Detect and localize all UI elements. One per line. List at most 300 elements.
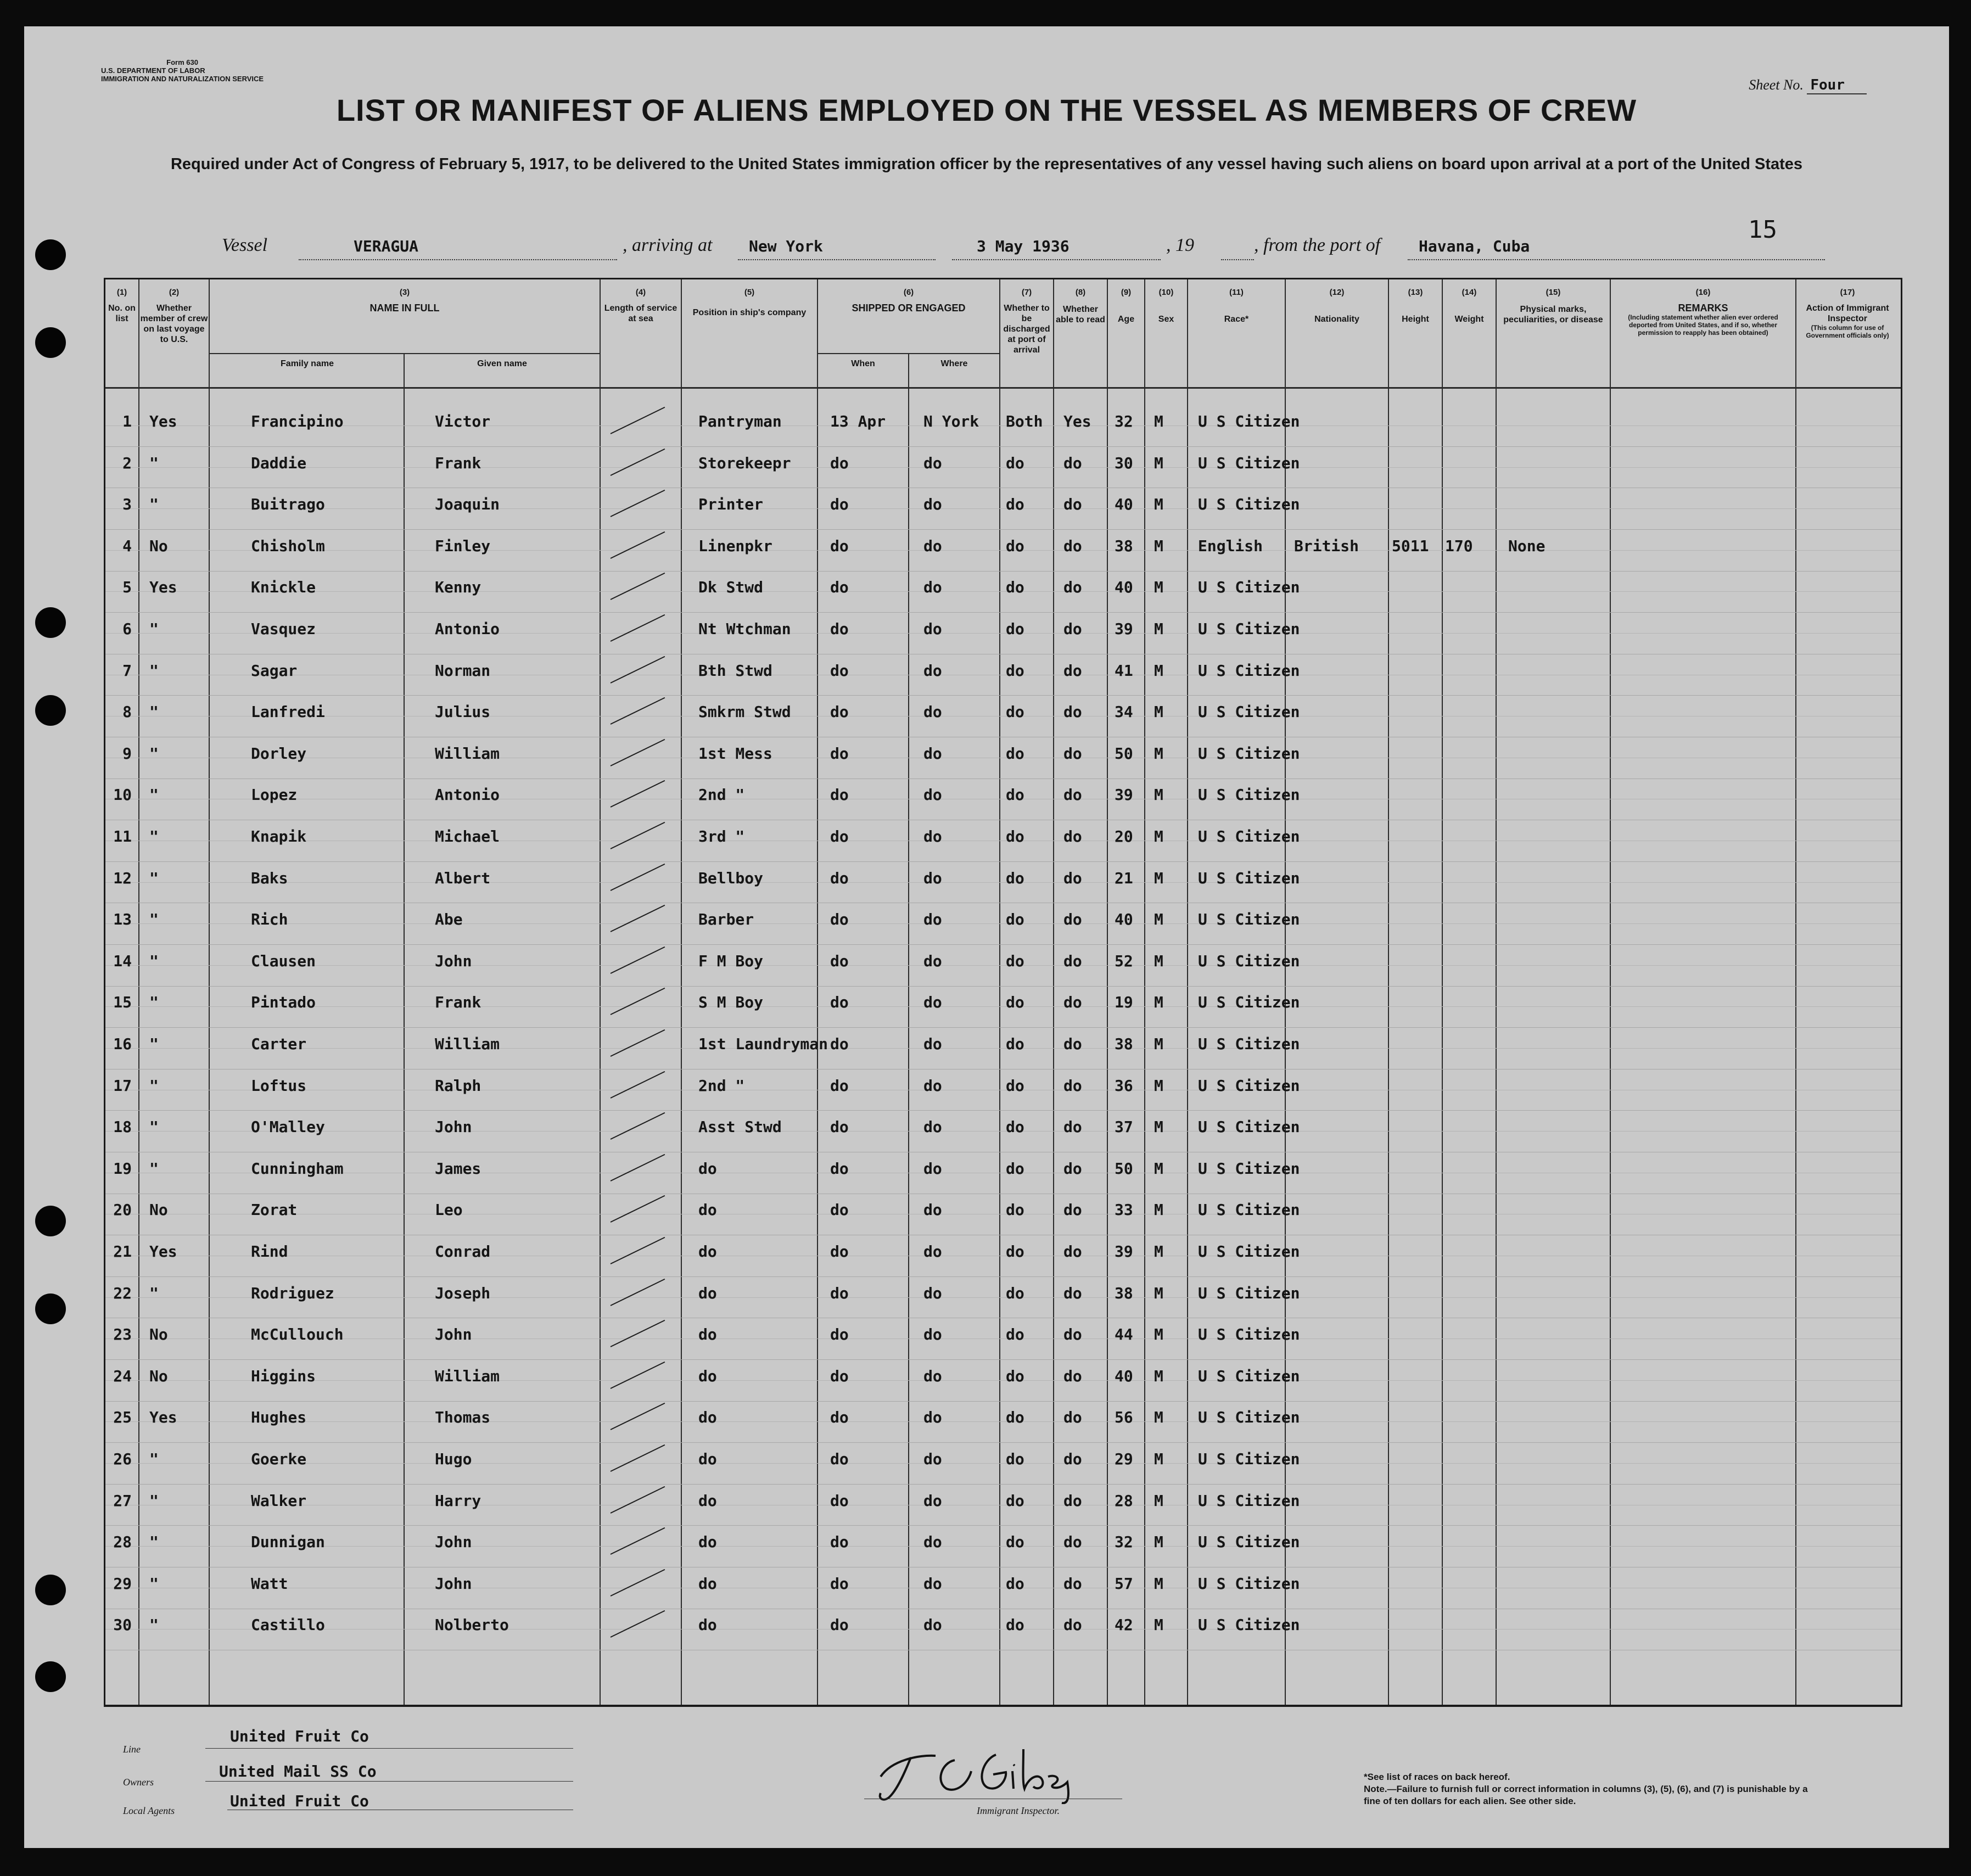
cell-sex: M: [1154, 412, 1163, 430]
service-length-mark: [611, 1071, 665, 1098]
cell-discharged: do: [1006, 1076, 1024, 1095]
cell-shipped-when: do: [830, 1159, 849, 1178]
binder-hole: [35, 695, 66, 726]
cell-able-to-read: do: [1063, 1076, 1082, 1095]
document-title: LIST OR MANIFEST OF ALIENS EMPLOYED ON THE VESSEL AS MEMBERS OF CREW: [336, 93, 1637, 127]
col-header-no: (1) No. on list: [108, 288, 136, 323]
cell-able-to-read: Yes: [1063, 412, 1091, 430]
col-header-name: (3) NAME IN FULL: [369, 288, 440, 313]
cell-discharged: do: [1006, 661, 1024, 680]
cell-position: Nt Wtchman: [698, 620, 791, 638]
service-length-mark: [611, 1403, 665, 1430]
cell-shipped-where: do: [923, 1533, 942, 1552]
cell-sex: M: [1154, 536, 1163, 555]
service-length-mark: [611, 490, 665, 517]
cell-family-name: Daddie: [251, 453, 307, 472]
cell-discharged: do: [1006, 453, 1024, 472]
cell-shipped-when: do: [830, 1408, 849, 1427]
cell-sex: M: [1154, 1367, 1163, 1385]
cell-family-name: Lopez: [251, 786, 298, 804]
agents-label: Local Agents: [123, 1805, 175, 1816]
cell-prev-voyage: ": [149, 1076, 159, 1095]
form-identifier: [101, 58, 264, 83]
cell-sex: M: [1154, 1574, 1163, 1593]
cell-given-name: William: [435, 744, 500, 763]
form-department: U.S. DEPARTMENT OF LABOR: [101, 66, 205, 75]
cell-discharged: do: [1006, 1159, 1024, 1178]
cell-sex: M: [1154, 1242, 1163, 1261]
cell-position: do: [698, 1450, 717, 1468]
cell-race: U S Citizen: [1198, 869, 1300, 887]
cell-age: 50: [1115, 1159, 1133, 1178]
cell-position: Bellboy: [698, 869, 764, 887]
cell-position: do: [698, 1574, 717, 1593]
service-length-mark: [611, 1486, 665, 1513]
cell-able-to-read: do: [1063, 827, 1082, 845]
cell-shipped-when: 13 Apr: [830, 412, 886, 430]
line-label: Line: [123, 1744, 141, 1755]
cell-given-name: John: [435, 1325, 472, 1344]
cell-family-name: Rodriguez: [251, 1284, 334, 1302]
cell-able-to-read: do: [1063, 1118, 1082, 1136]
cell-age: 40: [1115, 578, 1133, 597]
cell-prev-voyage: ": [149, 1284, 159, 1302]
sheet-number: [1749, 77, 1867, 93]
cell-position: do: [698, 1408, 717, 1427]
cell-position: do: [698, 1491, 717, 1510]
voyage-line: [222, 235, 1784, 262]
cell-given-name: William: [435, 1367, 500, 1385]
service-length-mark: [611, 1154, 665, 1181]
cell-row-number: 26: [113, 1450, 132, 1468]
cell-race: English: [1198, 536, 1263, 555]
cell-family-name: Sagar: [251, 661, 298, 680]
cell-given-name: Hugo: [435, 1450, 472, 1468]
cell-physical-marks: None: [1508, 536, 1546, 555]
cell-discharged: do: [1006, 1533, 1024, 1552]
cell-position: Dk Stwd: [698, 578, 764, 597]
cell-able-to-read: do: [1063, 1201, 1082, 1219]
cell-family-name: Dorley: [251, 744, 307, 763]
cell-able-to-read: do: [1063, 1159, 1082, 1178]
cell-position: 2nd ": [698, 1076, 745, 1095]
cell-race: U S Citizen: [1198, 951, 1300, 970]
cell-race: U S Citizen: [1198, 703, 1300, 721]
cell-position: do: [698, 1201, 717, 1219]
cell-shipped-where: do: [923, 1450, 942, 1468]
cell-sex: M: [1154, 910, 1163, 929]
col-header-service-length: (4) Length of service at sea: [604, 288, 677, 323]
cell-discharged: do: [1006, 1408, 1024, 1427]
line-company: United Fruit Co: [230, 1727, 369, 1745]
col-header-prev-voyage: (2) Whether member of crew on last voyage to U.S.: [140, 288, 208, 344]
cell-prev-voyage: ": [149, 1118, 159, 1136]
cell-position: Linenpkr: [698, 536, 772, 555]
cell-family-name: Knickle: [251, 578, 316, 597]
cell-given-name: Frank: [435, 993, 481, 1012]
cell-able-to-read: do: [1063, 620, 1082, 638]
cell-able-to-read: do: [1063, 1035, 1082, 1053]
col-header-remarks: (16) REMARKS (Including statement whether alien ever ordered deported from United States, and if so, whether permission to reapply has been obtained): [1628, 288, 1778, 337]
cell-row-number: 23: [113, 1325, 132, 1344]
cell-shipped-when: do: [830, 1284, 849, 1302]
cell-row-number: 25: [113, 1408, 132, 1427]
cell-family-name: Chisholm: [251, 536, 325, 555]
cell-prev-voyage: ": [149, 869, 159, 887]
cell-row-number: 29: [113, 1574, 132, 1593]
cell-shipped-where: do: [923, 1367, 942, 1385]
cell-sex: M: [1154, 620, 1163, 638]
cell-age: 33: [1115, 1201, 1133, 1219]
cell-shipped-where: do: [923, 578, 942, 597]
cell-shipped-when: do: [830, 910, 849, 929]
cell-shipped-when: do: [830, 1035, 849, 1053]
col-header-height: (13) Height: [1402, 288, 1429, 324]
col-header-discharged: (7) Whether to be discharged at port of arrival: [1003, 288, 1050, 355]
cell-sex: M: [1154, 993, 1163, 1012]
cell-prev-voyage: No: [149, 1201, 168, 1219]
cell-row-number: 5: [122, 578, 132, 597]
cell-row-number: 13: [113, 910, 132, 929]
cell-race: U S Citizen: [1198, 786, 1300, 804]
cell-race: U S Citizen: [1198, 1201, 1300, 1219]
col-header-given-name: Given name: [477, 359, 527, 368]
cell-sex: M: [1154, 495, 1163, 514]
cell-given-name: Harry: [435, 1491, 481, 1510]
agents-company: United Fruit Co: [230, 1792, 369, 1810]
form-number: Form 630: [166, 58, 198, 66]
cell-prev-voyage: ": [149, 951, 159, 970]
cell-family-name: Knapik: [251, 827, 307, 845]
cell-shipped-when: do: [830, 1118, 849, 1136]
cell-given-name: Joaquin: [435, 495, 500, 514]
cell-row-number: 11: [113, 827, 132, 845]
cell-position: do: [698, 1533, 717, 1552]
cell-age: 19: [1115, 993, 1133, 1012]
cell-discharged: do: [1006, 910, 1024, 929]
cell-age: 40: [1115, 1367, 1133, 1385]
cell-position: 1st Laundryman: [698, 1035, 828, 1053]
cell-able-to-read: do: [1063, 993, 1082, 1012]
service-length-mark: [611, 822, 665, 849]
cell-family-name: Vasquez: [251, 620, 316, 638]
cell-family-name: Higgins: [251, 1367, 316, 1385]
cell-shipped-where: do: [923, 1284, 942, 1302]
cell-discharged: do: [1006, 703, 1024, 721]
cell-family-name: McCullouch: [251, 1325, 344, 1344]
binder-hole: [35, 327, 66, 358]
cell-able-to-read: do: [1063, 1574, 1082, 1593]
inspector-signature: [859, 1738, 1089, 1804]
cell-shipped-where: do: [923, 536, 942, 555]
cell-race: U S Citizen: [1198, 412, 1300, 430]
service-length-mark: [611, 573, 665, 600]
cell-shipped-where: do: [923, 1035, 942, 1053]
cell-family-name: Clausen: [251, 951, 316, 970]
cell-age: 39: [1115, 620, 1133, 638]
cell-age: 52: [1115, 951, 1133, 970]
cell-sex: M: [1154, 744, 1163, 763]
service-length-mark: [611, 1527, 665, 1555]
col-header-read: (8) Whether able to read: [1056, 288, 1105, 324]
cell-discharged: do: [1006, 1284, 1024, 1302]
cell-sex: M: [1154, 1450, 1163, 1468]
col-header-when: When: [851, 359, 875, 368]
cell-row-number: 24: [113, 1367, 132, 1385]
cell-race: U S Citizen: [1198, 1408, 1300, 1427]
cell-age: 36: [1115, 1076, 1133, 1095]
cell-discharged: do: [1006, 744, 1024, 763]
cell-row-number: 6: [122, 620, 132, 638]
cell-able-to-read: do: [1063, 1408, 1082, 1427]
cell-sex: M: [1154, 1035, 1163, 1053]
service-length-mark: [611, 531, 665, 559]
cell-age: 38: [1115, 536, 1133, 555]
cell-race: U S Citizen: [1198, 1118, 1300, 1136]
cell-family-name: Baks: [251, 869, 288, 887]
cell-shipped-where: do: [923, 620, 942, 638]
inspector-label: Immigrant Inspector.: [977, 1805, 1060, 1816]
cell-given-name: Antonio: [435, 786, 500, 804]
cell-given-name: Antonio: [435, 620, 500, 638]
cell-age: 44: [1115, 1325, 1133, 1344]
cell-given-name: Michael: [435, 827, 500, 845]
cell-shipped-when: do: [830, 1367, 849, 1385]
cell-able-to-read: do: [1063, 453, 1082, 472]
cell-discharged: do: [1006, 495, 1024, 514]
cell-race: U S Citizen: [1198, 661, 1300, 680]
cell-age: 38: [1115, 1035, 1133, 1053]
cell-position: 2nd ": [698, 786, 745, 804]
races-note: *See list of races on back hereof.: [1364, 1772, 1510, 1782]
cell-able-to-read: do: [1063, 951, 1082, 970]
cell-prev-voyage: ": [149, 1533, 159, 1552]
footer-notes: [1364, 1771, 1814, 1807]
service-length-mark: [611, 1610, 665, 1638]
arriving-label: , arriving at: [623, 235, 713, 255]
cell-race: U S Citizen: [1198, 1035, 1300, 1053]
cell-given-name: Julius: [435, 703, 491, 721]
cell-shipped-where: do: [923, 1491, 942, 1510]
form-service: IMMIGRATION AND NATURALIZATION SERVICE: [101, 75, 264, 83]
cell-sex: M: [1154, 1118, 1163, 1136]
cell-discharged: do: [1006, 1242, 1024, 1261]
cell-position: Smkrm Stwd: [698, 703, 791, 721]
cell-shipped-where: N York: [923, 412, 979, 430]
cell-position: 1st Mess: [698, 744, 772, 763]
cell-position: do: [698, 1367, 717, 1385]
cell-able-to-read: do: [1063, 1242, 1082, 1261]
cell-shipped-when: do: [830, 536, 849, 555]
cell-given-name: John: [435, 1533, 472, 1552]
cell-race: U S Citizen: [1198, 620, 1300, 638]
cell-shipped-where: do: [923, 744, 942, 763]
cell-row-number: 1: [122, 412, 132, 430]
cell-row-number: 27: [113, 1491, 132, 1510]
cell-race: U S Citizen: [1198, 1325, 1300, 1344]
cell-race: U S Citizen: [1198, 993, 1300, 1012]
binder-hole: [35, 1661, 66, 1692]
cell-sex: M: [1154, 703, 1163, 721]
cell-given-name: Joseph: [435, 1284, 491, 1302]
cell-age: 57: [1115, 1574, 1133, 1593]
cell-able-to-read: do: [1063, 744, 1082, 763]
cell-given-name: Victor: [435, 412, 491, 430]
owners-company: United Mail SS Co: [219, 1762, 377, 1780]
cell-able-to-read: do: [1063, 1284, 1082, 1302]
cell-given-name: Leo: [435, 1201, 463, 1219]
cell-able-to-read: do: [1063, 1533, 1082, 1552]
cell-race: U S Citizen: [1198, 1242, 1300, 1261]
cell-race: U S Citizen: [1198, 495, 1300, 514]
cell-sex: M: [1154, 827, 1163, 845]
col-header-shipped: (6) SHIPPED OR ENGAGED: [852, 288, 966, 313]
cell-position: do: [698, 1284, 717, 1302]
col-header-where: Where: [940, 359, 968, 368]
cell-race: U S Citizen: [1198, 910, 1300, 929]
arriving-port: New York: [749, 237, 823, 255]
cell-able-to-read: do: [1063, 786, 1082, 804]
cell-age: 32: [1115, 1533, 1133, 1552]
cell-position: do: [698, 1242, 717, 1261]
cell-discharged: do: [1006, 786, 1024, 804]
cell-row-number: 18: [113, 1118, 132, 1136]
cell-given-name: Finley: [435, 536, 491, 555]
cell-position: do: [698, 1159, 717, 1178]
cell-race: U S Citizen: [1198, 827, 1300, 845]
cell-row-number: 9: [122, 744, 132, 763]
cell-given-name: Nolberto: [435, 1616, 509, 1634]
cell-row-number: 14: [113, 951, 132, 970]
cell-row-number: 28: [113, 1533, 132, 1552]
cell-race: U S Citizen: [1198, 744, 1300, 763]
cell-shipped-when: do: [830, 1242, 849, 1261]
cell-shipped-when: do: [830, 703, 849, 721]
cell-able-to-read: do: [1063, 869, 1082, 887]
cell-shipped-when: do: [830, 1574, 849, 1593]
cell-row-number: 7: [122, 661, 132, 680]
cell-able-to-read: do: [1063, 536, 1082, 555]
service-length-mark: [611, 1029, 665, 1057]
cell-prev-voyage: No: [149, 1367, 168, 1385]
sheet-number-label: Sheet No.: [1749, 77, 1804, 93]
cell-row-number: 17: [113, 1076, 132, 1095]
manifest-sheet: [24, 26, 1949, 1848]
cell-age: 20: [1115, 827, 1133, 845]
cell-given-name: James: [435, 1159, 481, 1178]
service-length-mark: [611, 1362, 665, 1389]
cell-prev-voyage: Yes: [149, 1408, 177, 1427]
cell-prev-voyage: ": [149, 993, 159, 1012]
cell-discharged: do: [1006, 993, 1024, 1012]
cell-family-name: Rind: [251, 1242, 288, 1261]
service-length-mark: [611, 780, 665, 808]
cell-discharged: do: [1006, 1450, 1024, 1468]
cell-position: do: [698, 1616, 717, 1634]
owners-label: Owners: [123, 1777, 154, 1788]
cell-family-name: Lanfredi: [251, 703, 325, 721]
cell-shipped-when: do: [830, 869, 849, 887]
cell-shipped-where: do: [923, 1616, 942, 1634]
cell-position: Asst Stwd: [698, 1118, 782, 1136]
from-port-label: , from the port of: [1254, 235, 1381, 255]
cell-prev-voyage: ": [149, 1035, 159, 1053]
cell-shipped-when: do: [830, 620, 849, 638]
cell-age: 34: [1115, 703, 1133, 721]
cell-given-name: John: [435, 951, 472, 970]
cell-race: U S Citizen: [1198, 1491, 1300, 1510]
cell-sex: M: [1154, 1076, 1163, 1095]
cell-shipped-when: do: [830, 1450, 849, 1468]
cell-family-name: Dunnigan: [251, 1533, 325, 1552]
year-label: , 19: [1166, 235, 1194, 255]
cell-shipped-when: do: [830, 744, 849, 763]
cell-shipped-when: do: [830, 1201, 849, 1219]
service-length-mark: [611, 1195, 665, 1223]
cell-position: Barber: [698, 910, 754, 929]
col-header-sex: (10) Sex: [1158, 288, 1174, 324]
cell-shipped-where: do: [923, 951, 942, 970]
col-header-physical-marks: (15) Physical marks, peculiarities, or disease: [1503, 288, 1603, 324]
cell-race: U S Citizen: [1198, 578, 1300, 597]
cell-prev-voyage: Yes: [149, 412, 177, 430]
cell-able-to-read: do: [1063, 910, 1082, 929]
cell-discharged: do: [1006, 1616, 1024, 1634]
service-length-mark: [611, 1444, 665, 1472]
service-length-mark: [611, 1278, 665, 1306]
cell-height: 5011: [1392, 536, 1429, 555]
cell-row-number: 30: [113, 1616, 132, 1634]
col-header-family-name: Family name: [281, 359, 334, 368]
service-length-mark: [611, 407, 665, 434]
cell-row-number: 20: [113, 1201, 132, 1219]
cell-shipped-when: do: [830, 1533, 849, 1552]
cell-given-name: John: [435, 1118, 472, 1136]
cell-sex: M: [1154, 1201, 1163, 1219]
cell-able-to-read: do: [1063, 578, 1082, 597]
cell-prev-voyage: ": [149, 620, 159, 638]
service-length-mark: [611, 448, 665, 475]
cell-row-number: 2: [122, 453, 132, 472]
service-length-mark: [611, 905, 665, 932]
cell-discharged: do: [1006, 1118, 1024, 1136]
cell-shipped-where: do: [923, 993, 942, 1012]
cell-given-name: Kenny: [435, 578, 481, 597]
cell-row-number: 22: [113, 1284, 132, 1302]
cell-age: 50: [1115, 744, 1133, 763]
service-length-mark: [611, 739, 665, 766]
cell-given-name: John: [435, 1574, 472, 1593]
cell-prev-voyage: No: [149, 536, 168, 555]
cell-position: Printer: [698, 495, 764, 514]
cell-row-number: 3: [122, 495, 132, 514]
cell-prev-voyage: ": [149, 1574, 159, 1593]
cell-race: U S Citizen: [1198, 1450, 1300, 1468]
note-label: Note.: [1364, 1784, 1387, 1794]
cell-shipped-where: do: [923, 1325, 942, 1344]
cell-race: U S Citizen: [1198, 1076, 1300, 1095]
vessel-label: Vessel: [222, 235, 268, 255]
cell-prev-voyage: ": [149, 703, 159, 721]
cell-given-name: Albert: [435, 869, 491, 887]
cell-prev-voyage: ": [149, 661, 159, 680]
cell-position: Pantryman: [698, 412, 782, 430]
cell-shipped-when: do: [830, 578, 849, 597]
cell-prev-voyage: ": [149, 910, 159, 929]
from-port: Havana, Cuba: [1419, 237, 1530, 255]
cell-shipped-where: do: [923, 703, 942, 721]
cell-age: 32: [1115, 412, 1133, 430]
